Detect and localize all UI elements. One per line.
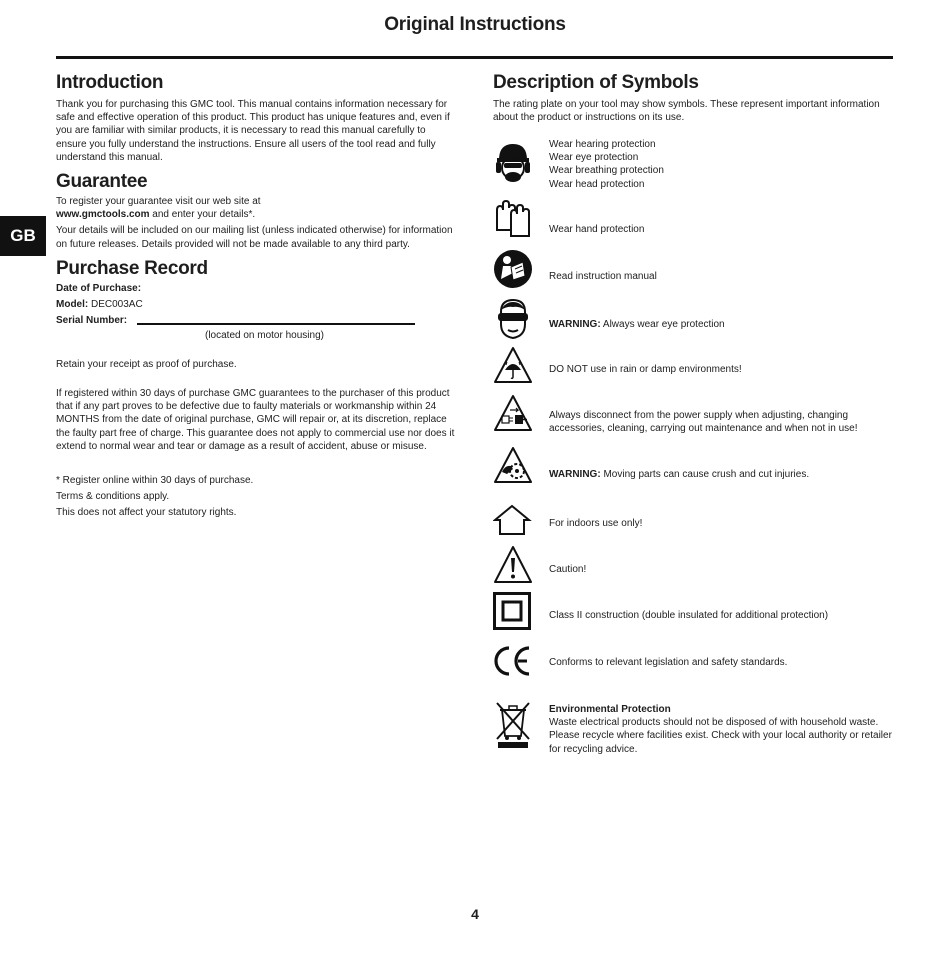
model-label: Model:: [56, 298, 89, 310]
ppe-head: Wear head protection: [549, 178, 645, 190]
caution-exclamation-icon: [493, 545, 533, 585]
website-link[interactable]: www.gmctools.com: [56, 209, 150, 221]
register-prefix: To register your guarantee visit our web site at: [56, 196, 261, 208]
ppe-head-icon: [493, 140, 533, 180]
page-title: Original Instructions: [384, 14, 566, 35]
guarantee-heading: Guarantee: [56, 171, 148, 193]
guarantee-terms-text: If registered within 30 days of purchase GMC guarantees to the purchaser of this product that if any part proves to be defective due to faulty materials or workmanship within 24 MONTHS from the date of original purchase, GMC will repair or, at its discretion, replace the faulty part free of charge. This guarantee does not apply to commercial use nor does it extend to normal wear and tear or damage as a result of accident, abuse or misuse.: [56, 388, 455, 452]
mailing-list-text: Your details will be included on our mailing list (unless indicated otherwise) for information on future releases. Details provided will not be made available to any third party.: [56, 225, 453, 250]
disconnect-plug-icon: [493, 394, 533, 434]
indoors-text: For indoors use only!: [549, 518, 643, 529]
symbols-list: [493, 0, 893, 954]
language-tab: GB: [0, 216, 46, 256]
ppe-eye: Wear eye protection: [549, 152, 639, 164]
model-record: [56, 297, 456, 313]
no-rain-umbrella-icon: [493, 346, 533, 386]
purchase-record-heading: Purchase Record: [56, 257, 208, 279]
serial-number-line: [137, 323, 415, 325]
moving-parts-text: [549, 468, 893, 481]
eye-warning-text: [549, 318, 893, 331]
serial-location-note: (located on motor housing): [205, 329, 324, 341]
introduction-heading: Introduction: [56, 72, 164, 93]
ce-mark-icon: [493, 645, 533, 685]
ppe-hearing: Wear hearing protection: [549, 139, 656, 150]
moving-parts-body: Moving parts can cause crush and cut injuries.: [600, 469, 810, 480]
read-manual-icon: [493, 249, 533, 289]
gloves-icon: [493, 200, 533, 240]
rain-text: DO NOT use in rain or damp environments!: [549, 364, 742, 375]
date-label: Date of Purchase:: [56, 282, 142, 294]
moving-parts-label: WARNING:: [549, 469, 601, 480]
footnote-terms: Terms & conditions apply.: [56, 491, 170, 503]
footnote-statutory: This does not affect your statutory rights.: [56, 507, 237, 519]
introduction-text: Thank you for purchasing this GMC tool. This manual contains information necessary for safe and effective operation of this product. This product has unique features and, even if you are familiar with similar products, it is necessary to read this manual carefully to ensure you fully understand the instructions. Ensure all users of the tool read and fully understand this manual.: [56, 99, 450, 163]
eye-warning-label: WARNING:: [549, 319, 601, 330]
environment-body: Waste electrical products should not be disposed of with household waste. Please recycle where facilities exist. Check with your local authority or retailer for recycling advice.: [549, 717, 892, 755]
serial-number-record: [56, 313, 456, 329]
left-column: [56, 70, 456, 521]
ce-text: Conforms to relevant legislation and safety standards.: [549, 657, 788, 668]
ppe-breathing: Wear breathing protection: [549, 165, 664, 177]
environment-heading: Environmental Protection: [549, 704, 671, 715]
safety-glasses-face-icon: [493, 298, 533, 338]
eye-warning-body: Always wear eye protection: [600, 319, 725, 330]
indoor-house-icon: [493, 504, 533, 544]
serial-label: Serial Number:: [56, 314, 128, 326]
register-suffix: and enter your details*.: [149, 209, 256, 221]
disconnect-text: Always disconnect from the power supply when adjusting, changing accessories, cleaning, carrying out maintenance and when not in use!: [549, 410, 858, 435]
manual-text: Read instruction manual: [549, 271, 657, 282]
model-value: DEC003AC: [88, 298, 143, 310]
guarantee-register-text: [56, 195, 456, 221]
caution-text: Caution!: [549, 564, 587, 575]
symbols-heading: Description of Symbols: [493, 72, 699, 93]
moving-parts-hand-icon: [493, 446, 533, 486]
ppe-text: [549, 138, 893, 191]
footnote-register: * Register online within 30 days of purchase.: [56, 475, 254, 487]
weee-crossed-bin-icon: [493, 700, 533, 752]
environment-text: [549, 703, 893, 756]
class-ii-double-square-icon: [493, 592, 533, 632]
page-number: 4: [471, 906, 479, 922]
class-ii-text: Class II construction (double insulated for additional protection): [549, 610, 829, 621]
footnotes: [56, 473, 456, 521]
date-of-purchase: [56, 281, 456, 297]
hand-text: Wear hand protection: [549, 224, 645, 235]
retain-receipt-text: Retain your receipt as proof of purchase.: [56, 358, 237, 370]
symbols-intro: The rating plate on your tool may show symbols. These represent important information about the product or instructions on its use.: [493, 99, 880, 124]
